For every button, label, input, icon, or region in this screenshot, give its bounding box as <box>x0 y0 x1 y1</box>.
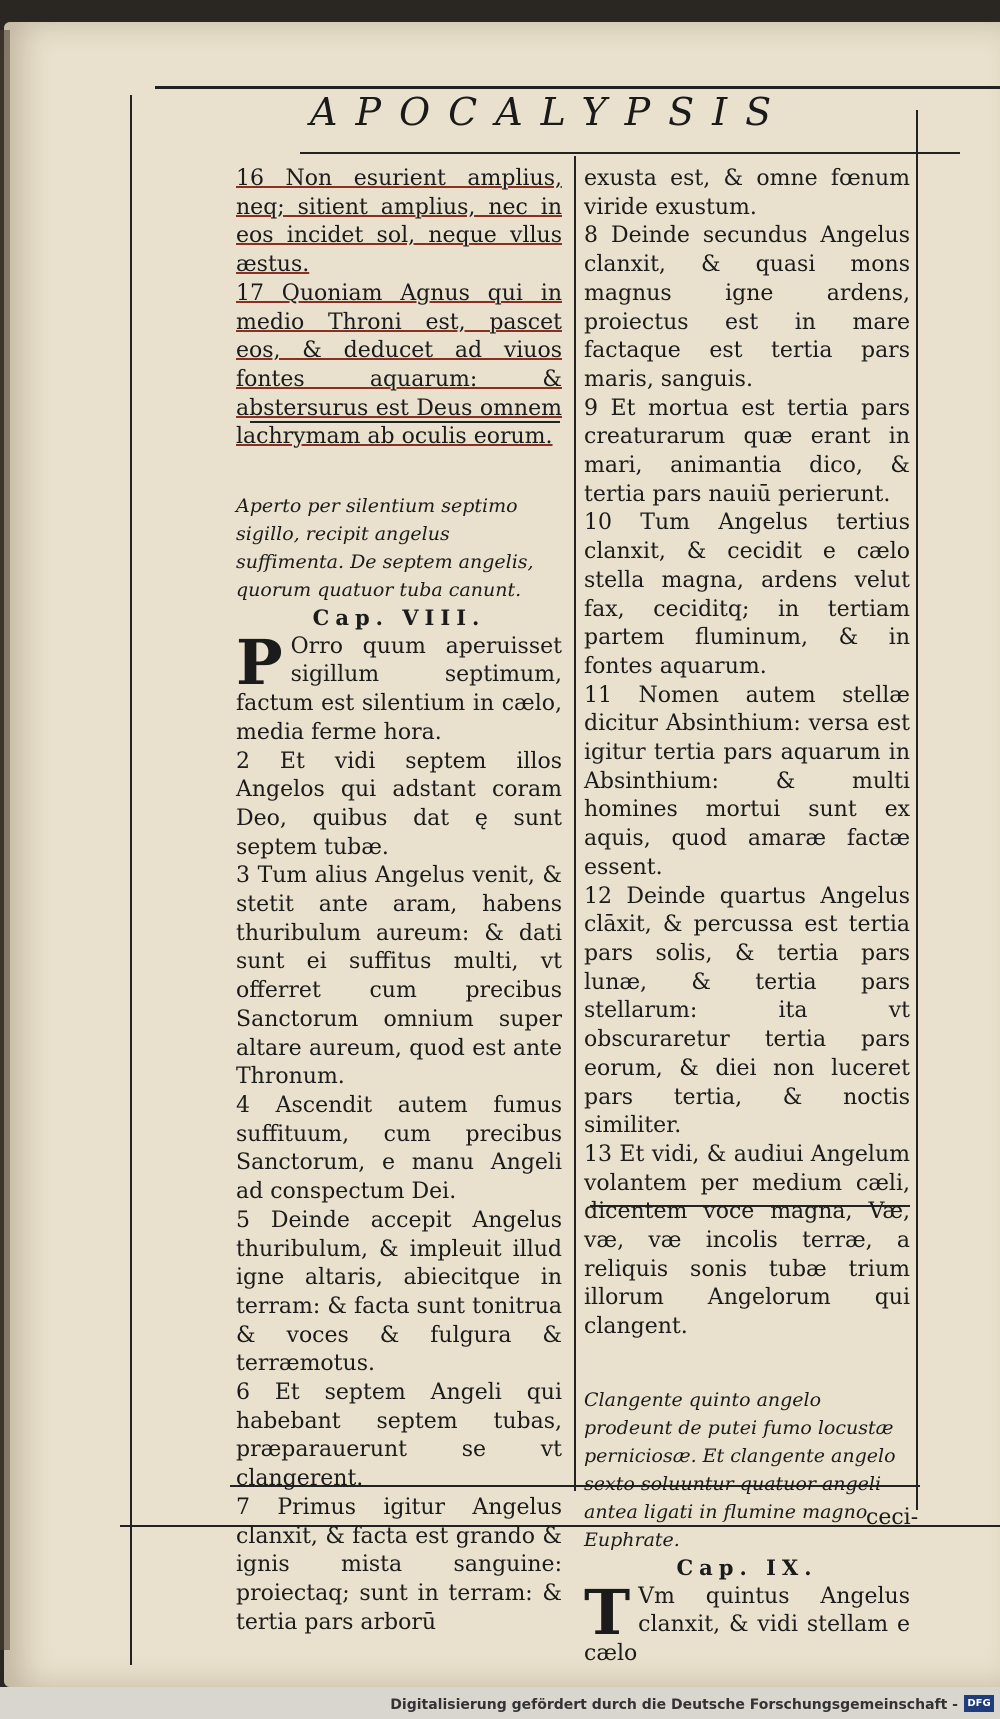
footer-credit: Digitalisierung gefördert durch die Deutsche Forschungsgemeinschaft - <box>390 1697 958 1713</box>
chapter-9-summary: Clangente quinto angelo prodeunt de putei fumo locustæ perniciosæ. Et clangente angelo sexto soluuntur quatuor angeli antea ligati in flumine magno Euphrate. <box>584 1388 896 1551</box>
right-column <box>584 165 910 1669</box>
chapter-8-heading: Cap. VIII. <box>312 605 486 631</box>
verse-6: 6 Et septem Angeli qui habebant septem tubas, præparauerunt se vt clangerent. <box>236 1380 562 1492</box>
verse-12: 12 Deinde quartus Angelus clāxit, & percussa est tertia pars solis, & tertia pars lunæ, & tertia pars stellarum: ita vt obscuraretur tertia pars eorum, & diei non luceret pars tertia, & noctis similiter. <box>584 883 910 1139</box>
verse-16: 16 Non esurient amplius, neq; sitient amplius, nec in eos incidet sol, neque vllus æstus. <box>236 166 562 278</box>
chapter-9-heading: Cap. IX. <box>676 1554 818 1580</box>
running-head: APOCALYPSIS <box>310 90 790 134</box>
chapter-9-verse-1 <box>584 1575 910 1669</box>
top-rule-outer <box>155 86 1000 89</box>
column-divider <box>574 156 576 1491</box>
book-binding <box>0 30 10 1650</box>
verse-8: 8 Deinde secundus Angelus clanxit, & quasi mons magnus igne ardens, proiectus est in mare factaque est tertia pars maris, sanguis. <box>584 223 910 392</box>
verse-5: 5 Deinde accepit Angelus thuribulum, & impleuit illud igne altaris, abiecitque in terram: & facta sunt tonitrua & voces & fulgura & terræmotus. <box>236 1207 562 1377</box>
verse-7-cont: exusta est, & omne fœnum viride exustum. <box>584 166 910 220</box>
verse-13: 13 Et vidi, & audiui Angelum volantem per medium cæli, dicentem voce magna, Væ, væ, væ incolis terræ, a reliquis sonis tubæ trium illorum Angelorum qui clangent. <box>584 1141 910 1340</box>
verse-7: 7 Primus igitur Angelus clanxit, & facta est grando & ignis mista sanguine: proiectaq; sunt in terram: & tertia pars arborū <box>236 1494 562 1635</box>
chapter-8-summary: Aperto per silentium septimo sigillo, recipit angelus suffimenta. De septem angelis, quorum quatuor tuba canunt. <box>236 495 534 602</box>
dropcap-p: P <box>236 625 283 699</box>
dfg-logo-icon: DFG <box>964 1695 994 1712</box>
verse-1-text: Orro quum aperuisset sigillum septimum, factum est silentium in cælo, media ferme hora. <box>236 633 562 745</box>
verse-17: 17 Quoniam Agnus qui in medio Throni est, pascet eos, & deducet ad viuos fontes aquarum: & abstersurus est Deus omnem lachrymam ab oculis eorum. <box>236 280 562 450</box>
chapter-9-verse-1-text: Vm quintus Angelus clanxit, & vidi stellam e cælo <box>584 1583 910 1666</box>
right-frame-rule <box>916 110 918 1510</box>
verse-3: 3 Tum alius Angelus venit, & stetit ante aram, habens thuribulum aureum: & dati sunt ei suffitus multi, vt offerret cum precibus Sanctorum omnium super altare aureum, quod est ante Thronum. <box>236 863 562 1090</box>
verse-2: 2 Et vidi septem illos Angelos qui adstant coram Deo, quibus dat ę sunt septem tubæ. <box>236 748 562 860</box>
left-frame-rule <box>130 95 132 1665</box>
footer-bar <box>0 1687 1000 1719</box>
verse-11: 11 Nomen autem stellæ dicitur Absinthium: versa est igitur tertia pars aquarum in Absinthium: & multi homines mortui sunt ex aquis, quod amaræ factæ essent. <box>584 682 910 880</box>
top-rule-inner <box>300 152 960 154</box>
catchword: ceci- <box>866 1505 919 1530</box>
verse-10: 10 Tum Angelus tertius clanxit, & cecidit e cælo stella magna, ardens velut fax, ceciditq; in tertiam partem fluminum, & in fontes aquarum. <box>584 510 910 679</box>
verse-9: 9 Et mortua est tertia pars creaturarum quæ erant in mari, animantia dico, & tertia pars nauiū perierunt. <box>584 395 910 507</box>
dropcap-t: T <box>584 1575 631 1649</box>
chapter-8-verse-1 <box>236 625 562 748</box>
verse-4: 4 Ascendit autem fumus suffituum, cum precibus Sanctorum, e manu Angeli ad conspectum Dei. <box>236 1092 562 1205</box>
left-column <box>236 165 562 1637</box>
